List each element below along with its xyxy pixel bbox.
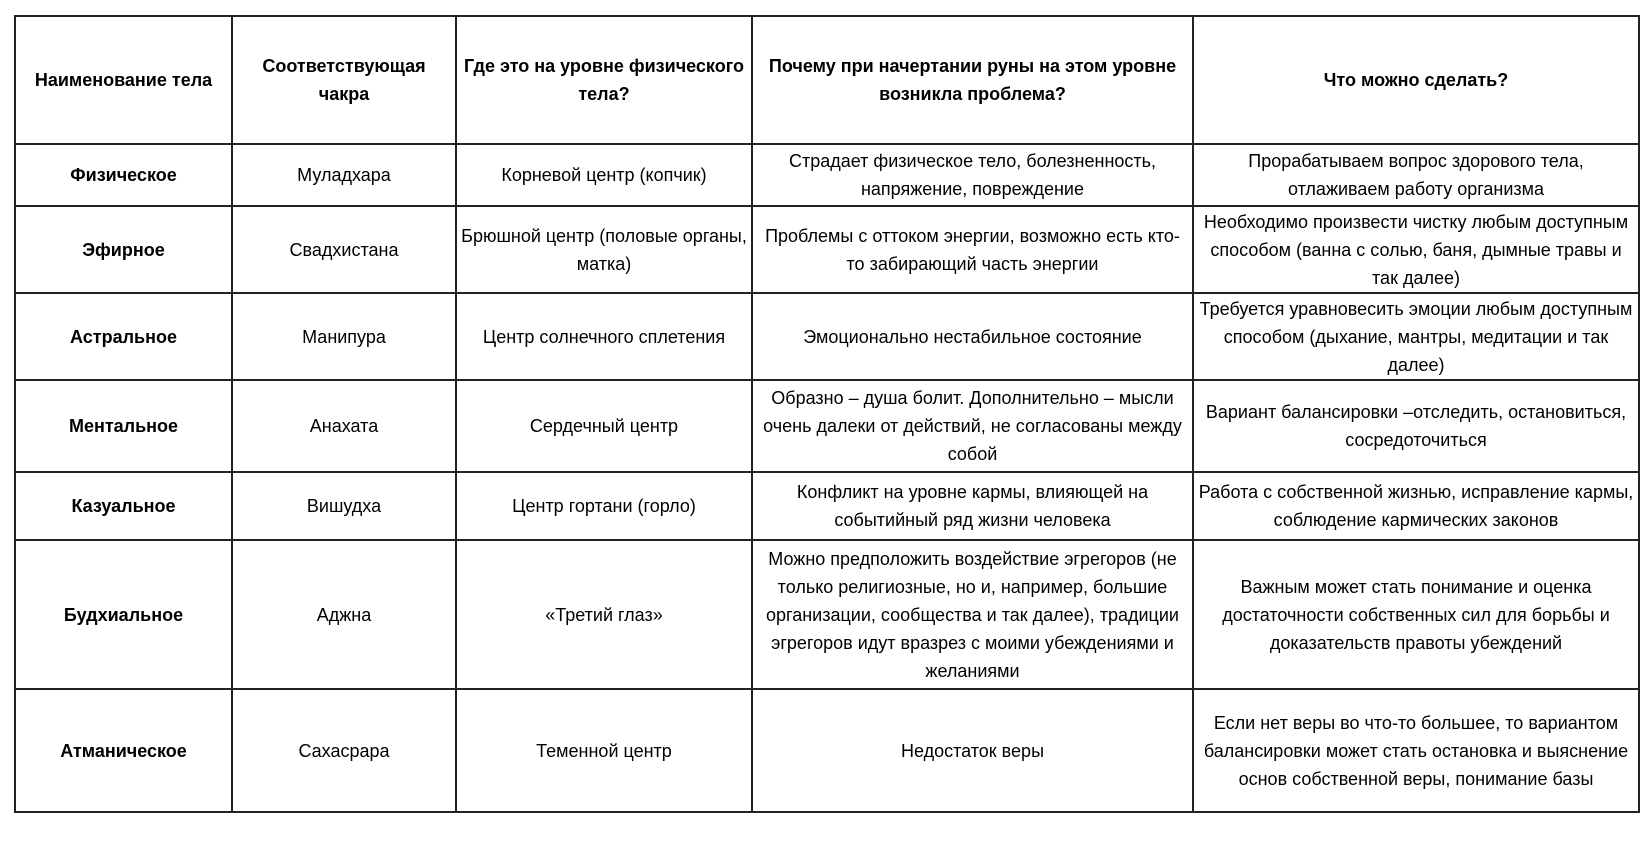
chakra-cell: Муладхара xyxy=(232,144,456,206)
reason-cell: Эмоционально нестабильное состояние xyxy=(752,293,1193,380)
header-cell-chakra: Соответствующая чакра xyxy=(232,16,456,144)
table-row xyxy=(15,380,1639,472)
action-cell: Необходимо произвести чистку любым доступным способом (ванна с солью, баня, дымные травы и так далее) xyxy=(1193,206,1639,293)
body-name-cell: Эфирное xyxy=(15,206,232,293)
action-cell: Требуется уравновесить эмоции любым доступным способом (дыхание, мантры, медитации и так далее) xyxy=(1193,293,1639,380)
table-header-row xyxy=(15,16,1639,144)
location-cell: Центр гортани (горло) xyxy=(456,472,752,540)
body-name-cell: Ментальное xyxy=(15,380,232,472)
location-cell: Теменной центр xyxy=(456,689,752,812)
body-name-cell: Будхиальное xyxy=(15,540,232,689)
reason-cell: Образно – душа болит. Дополнительно – мысли очень далеки от действий, не согласованы между собой xyxy=(752,380,1193,472)
reason-cell: Можно предположить воздействие эгрегоров (не только религиозные, но и, например, большие организации, сообщества и так далее), традиции эгрегоров идут вразрез с моими убеждениями и желаниями xyxy=(752,540,1193,689)
header-cell-problem-reason: Почему при начертании руны на этом уровне возникла проблема? xyxy=(752,16,1193,144)
action-cell: Прорабатываем вопрос здорового тела, отлаживаем работу организма xyxy=(1193,144,1639,206)
chakra-cell: Вишудха xyxy=(232,472,456,540)
action-cell: Работа с собственной жизнью, исправление кармы, соблюдение кармических законов xyxy=(1193,472,1639,540)
header-cell-physical-location: Где это на уровне физического тела? xyxy=(456,16,752,144)
header-cell-what-to-do: Что можно сделать? xyxy=(1193,16,1639,144)
action-cell: Важным может стать понимание и оценка достаточности собственных сил для борьбы и доказательств правоты убеждений xyxy=(1193,540,1639,689)
table-row xyxy=(15,689,1639,812)
table-row xyxy=(15,540,1639,689)
location-cell: Сердечный центр xyxy=(456,380,752,472)
chakra-cell: Манипура xyxy=(232,293,456,380)
body-name-cell: Астральное xyxy=(15,293,232,380)
body-name-cell: Физическое xyxy=(15,144,232,206)
location-cell: Брюшной центр (половые органы, матка) xyxy=(456,206,752,293)
chakra-body-table xyxy=(14,15,1640,813)
table-row xyxy=(15,144,1639,206)
action-cell: Вариант балансировки –отследить, остановиться, сосредоточиться xyxy=(1193,380,1639,472)
chakra-cell: Анахата xyxy=(232,380,456,472)
location-cell: Корневой центр (копчик) xyxy=(456,144,752,206)
reason-cell: Конфликт на уровне кармы, влияющей на событийный ряд жизни человека xyxy=(752,472,1193,540)
location-cell: «Третий глаз» xyxy=(456,540,752,689)
action-cell: Если нет веры во что-то большее, то вариантом балансировки может стать остановка и выяснение основ собственной веры, понимание базы xyxy=(1193,689,1639,812)
chakra-cell: Аджна xyxy=(232,540,456,689)
header-cell-body-name: Наименование тела xyxy=(15,16,232,144)
table-row xyxy=(15,472,1639,540)
table-row xyxy=(15,206,1639,293)
chakra-cell: Свадхистана xyxy=(232,206,456,293)
reason-cell: Недостаток веры xyxy=(752,689,1193,812)
location-cell: Центр солнечного сплетения xyxy=(456,293,752,380)
reason-cell: Страдает физическое тело, болезненность, напряжение, повреждение xyxy=(752,144,1193,206)
reason-cell: Проблемы с оттоком энергии, возможно есть кто-то забирающий часть энергии xyxy=(752,206,1193,293)
body-name-cell: Казуальное xyxy=(15,472,232,540)
table-row xyxy=(15,293,1639,380)
body-name-cell: Атманическое xyxy=(15,689,232,812)
chakra-cell: Сахасрара xyxy=(232,689,456,812)
